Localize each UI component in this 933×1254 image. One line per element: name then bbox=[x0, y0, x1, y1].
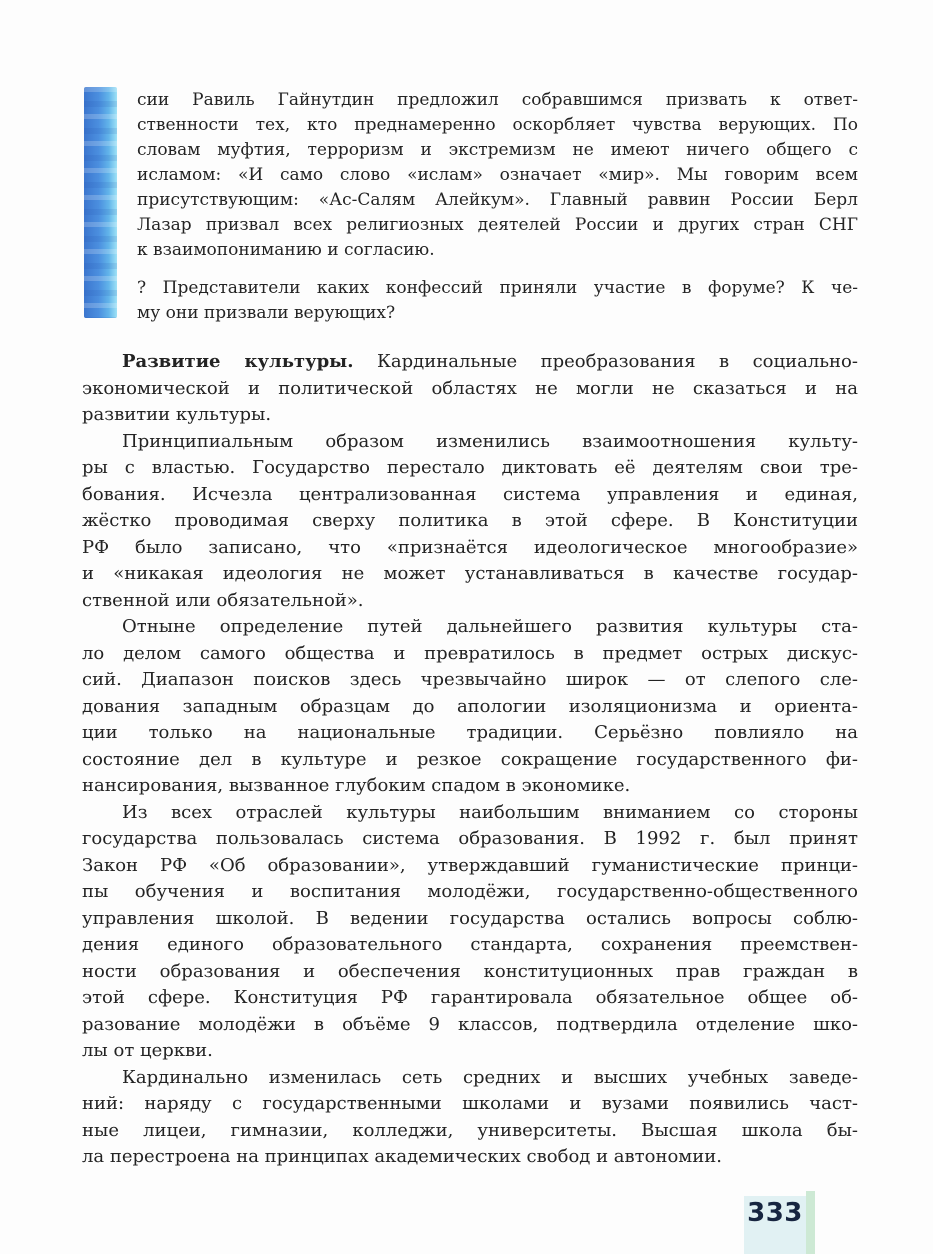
text-line: бования. Исчезла централизованная система управления и единая, bbox=[82, 483, 858, 505]
text-line: Лазар призвал всех религиозных деятелей России и других стран СНГ bbox=[137, 215, 858, 235]
paragraph-schools-network bbox=[82, 1065, 858, 1171]
text-line: сии Равиль Гайнутдин предложил собравшимся призвать к ответ- bbox=[137, 90, 858, 110]
text-line: ности образования и обеспечения конституционных прав граждан в bbox=[82, 960, 858, 982]
text-line: му они призвали верующих? bbox=[137, 303, 396, 323]
text-line: разование молодёжи в объёме 9 классов, подтвердила отделение шко- bbox=[82, 1013, 858, 1035]
paragraph-education-system bbox=[82, 800, 858, 1065]
text-line: этой сфере. Конституция РФ гарантировала обязательное общее об- bbox=[82, 987, 858, 1008]
text-line: жёстко проводимая сверху политика в этой сфере. В Конституции bbox=[82, 510, 858, 531]
text-line: ры с властью. Государство перестало диктовать её деятелям свои тре- bbox=[82, 457, 858, 478]
text-line: ции только на национальные традиции. Серьёзно повлияло на bbox=[82, 722, 858, 743]
paragraph-culture-development bbox=[82, 349, 858, 429]
text-line: ные лицеи, гимназии, колледжи, университеты. Высшая школа бы- bbox=[82, 1119, 858, 1141]
text-line: Отныне определение путей дальнейшего развития культуры ста- bbox=[122, 616, 858, 637]
text-line: дования западным образцам до апологии изоляционизма и ориента- bbox=[82, 695, 858, 717]
text-line: состояние дел в культуре и резкое сокращение государственного фи- bbox=[82, 748, 858, 770]
text-line: ло делом самого общества и превратилось в предмет острых дискус- bbox=[82, 642, 858, 664]
text-line: государства пользовалась система образования. В 1992 г. был принят bbox=[82, 828, 858, 849]
text-line: ла перестроена на принципах академических свобод и автономии. bbox=[82, 1146, 723, 1167]
text-line: нансирования, вызванное глубоким спадом в экономике. bbox=[82, 775, 631, 796]
paragraph-heading-rest: Кардинальные преобразования в социально- bbox=[353, 351, 858, 372]
text-line: экономической и политической областях не могли не сказаться и на bbox=[82, 377, 858, 399]
text-line: дения единого образовательного стандарта, сохранения преемствен- bbox=[82, 934, 858, 955]
text-line: присутствующим: «Ас-Салям Алейкум». Главный раввин России Берл bbox=[137, 190, 858, 210]
main-text bbox=[82, 349, 858, 1171]
text-line: словам муфтия, терроризм и экстремизм не имеют ничего общего с bbox=[137, 140, 858, 160]
text-line: исламом: «И само слово «ислам» означает «мир». Мы говорим всем bbox=[137, 165, 858, 185]
quote-paragraph bbox=[137, 88, 858, 263]
text-line: ственной или обязательной». bbox=[82, 589, 364, 611]
text-line: РФ было записано, что «признаётся идеологическое многообразие» bbox=[82, 536, 858, 558]
text-line: лы от церкви. bbox=[82, 1040, 213, 1061]
page-number: 333 bbox=[747, 1198, 803, 1228]
page-number-strip bbox=[806, 1191, 815, 1254]
text-line: управления школой. В ведении государства остались вопросы соблю- bbox=[82, 907, 858, 929]
text-line: Кардинально изменилась сеть средних и высших учебных заведе- bbox=[122, 1066, 858, 1088]
paragraph-culture-paths bbox=[82, 614, 858, 800]
text-line: и «никакая идеология не может устанавливаться в качестве государ- bbox=[82, 563, 858, 584]
paragraph-culture-and-power bbox=[82, 429, 858, 615]
text-line: Закон РФ «Об образовании», утверждавший гуманистические принци- bbox=[82, 854, 858, 876]
paragraph-heading: Развитие культуры. bbox=[122, 351, 354, 372]
text-line: ственности тех, кто преднамеренно оскорбляет чувства верующих. По bbox=[137, 115, 858, 135]
quote-section bbox=[137, 88, 858, 326]
text-line: Принципиальным образом изменились взаимоотношения культу- bbox=[122, 430, 858, 452]
text-line: Из всех отраслей культуры наибольшим вниманием со стороны bbox=[122, 801, 858, 823]
text-line: ний: наряду с государственными школами и вузами появились част- bbox=[82, 1093, 858, 1114]
paragraph-continuation bbox=[82, 376, 858, 429]
text-line: ? Представители каких конфессий приняли участие в форуме? К че- bbox=[137, 278, 858, 298]
text-line: сий. Диапазон поисков здесь чрезвычайно широк — от слепого сле- bbox=[82, 669, 858, 690]
question-paragraph bbox=[137, 276, 858, 326]
text-line bbox=[82, 349, 858, 376]
quote-accent-bar bbox=[84, 87, 117, 318]
text-line: развитии культуры. bbox=[82, 404, 272, 425]
text-line: пы обучения и воспитания молодёжи, государственно-общественного bbox=[82, 881, 858, 902]
text-line: к взаимопониманию и согласию. bbox=[137, 240, 435, 260]
